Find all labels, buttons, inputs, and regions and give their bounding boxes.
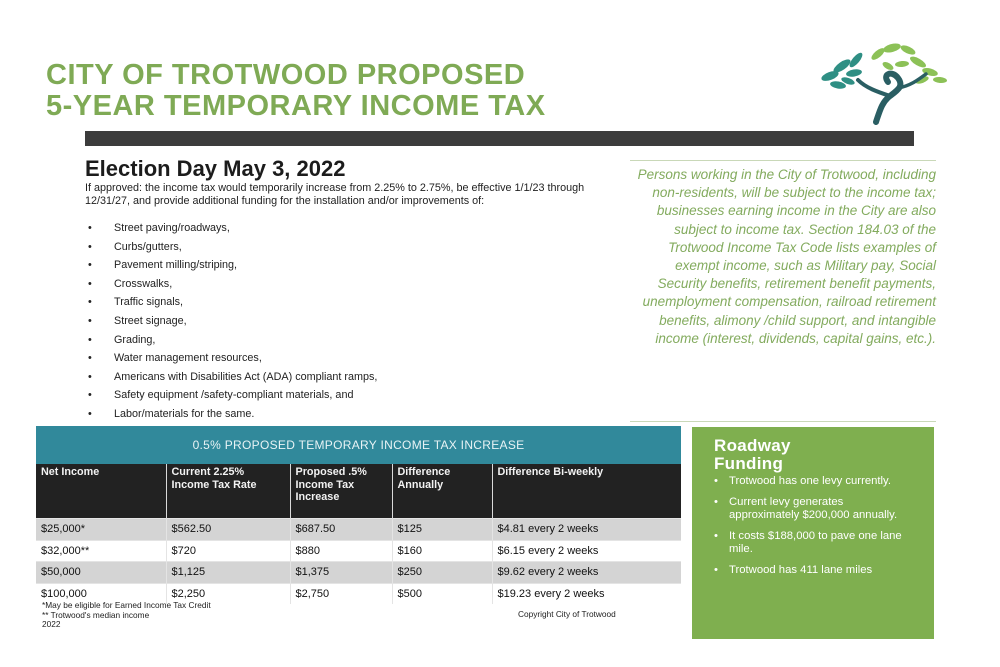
page-title-line2: 5-YEAR TEMPORARY INCOME TAX [46,90,546,122]
bullet-icon: • [714,496,718,509]
bullet-icon: • [88,407,92,420]
table-cell: $9.62 every 2 weeks [492,562,681,584]
list-item: • Safety equipment /safety-compliant materials, and [88,389,354,402]
bullet-icon: • [88,333,92,346]
table-cell: $2,750 [290,583,392,604]
table-row [36,519,681,541]
table-cell: $250 [392,562,492,584]
table-cell: $2,250 [166,583,290,604]
table-cell: $1,125 [166,562,290,584]
tax-table [36,464,681,604]
bullet-icon: • [88,389,92,402]
list-item: • Curbs/gutters, [88,240,182,253]
list-item: • Pavement milling/striping, [88,259,238,272]
roadway-list [714,475,914,585]
table-cell: $1,375 [290,562,392,584]
election-heading: Election Day May 3, 2022 [85,156,346,181]
bullet-icon: • [88,370,92,383]
exempt-income-callout [630,160,936,422]
page-title-line1: CITY OF TROTWOOD PROPOSED [46,59,526,91]
table-cell: $100,000 [36,583,166,604]
column-header: Difference Annually [392,464,492,519]
table-row [36,562,681,584]
column-header: Difference Bi-weekly [492,464,681,519]
table-cell: $19.23 every 2 weeks [492,583,681,604]
list-item: • Crosswalks, [88,277,173,290]
page-title [46,60,546,122]
list-item: • It costs $188,000 to pave one lane mile. [714,530,902,555]
list-item: • Street signage, [88,314,187,327]
bullet-icon: • [88,222,92,234]
tree-logo-icon [818,40,968,125]
table-cell: $6.15 every 2 weeks [492,540,681,562]
table-cell: $720 [166,540,290,562]
bullet-icon: • [88,296,92,309]
footnote: ** Trotwood's median income [42,609,150,620]
bullet-icon: • [714,475,718,487]
table-title: 0.5% PROPOSED TEMPORARY INCOME TAX INCREASE [36,426,681,464]
table-cell: $32,000** [36,540,166,562]
table-cell: $562.50 [166,519,290,541]
list-item: • Grading, [88,333,156,346]
table-cell: $125 [392,519,492,541]
list-item: • Trotwood has 411 lane miles [714,564,873,577]
footnote: 2022 [42,619,61,629]
bullet-icon: • [714,564,718,577]
table-header-row [36,464,681,519]
table-footnotes [42,601,211,630]
table-cell: $880 [290,540,392,562]
election-intro: If approved: the income tax would temporarily increase from 2.25% to 2.75%, be effective 1/1/23 through 12/31/27, and provide additional funding for the installation and/or improvements of: [85,182,585,207]
column-header: Proposed .5% Income Tax Increase [290,464,392,519]
table-cell: $160 [392,540,492,562]
table-cell: $25,000* [36,519,166,541]
copyright-notice: Copyright City of Trotwood [518,609,616,619]
bullet-icon: • [88,259,92,272]
table-cell: $4.81 every 2 weeks [492,519,681,541]
column-header: Current 2.25% Income Tax Rate [166,464,290,519]
header-divider [85,131,914,146]
column-header: Net Income [36,464,166,519]
footnote: *May be eligible for Earned Income Tax Credit [42,600,211,610]
callout-text: Persons working in the City of Trotwood, including non-residents, will be subject to the income tax; businesses earning income in the City are also subject to income tax. Section 184.03 of the Trotwood Income Tax Code lists examples of exempt income, such as Military pay, Social Security benefits, retirement benefit payments, unemployment compensation, railroad retirement benefits, alimony /child support, and intangible income (interest, dividends, capital gains, etc.). [637,167,936,346]
bullet-icon: • [88,240,92,253]
bullet-icon: • [88,352,92,365]
list-item: • Americans with Disabilities Act (ADA) compliant ramps, [88,370,378,383]
list-item: • Water management resources, [88,352,262,365]
table-cell: $50,000 [36,562,166,584]
list-item: • Traffic signals, [88,296,184,309]
list-item: • Current levy generates approximately $200,000 annually. [714,496,898,521]
bullet-icon: • [714,530,718,543]
table-cell: $500 [392,583,492,604]
table-cell: $687.50 [290,519,392,541]
tax-table-section [36,426,681,604]
table-row [36,540,681,562]
bullet-icon: • [88,314,92,327]
roadway-heading: Roadway Funding [714,436,791,473]
roadway-funding-box [692,427,934,639]
list-item: • Trotwood has one levy currently. [714,475,891,487]
improvements-list [88,221,377,426]
bullet-icon: • [88,277,92,290]
list-item: • Labor/materials for the same. [88,407,255,420]
list-item: • Street paving/roadways, [88,222,230,234]
